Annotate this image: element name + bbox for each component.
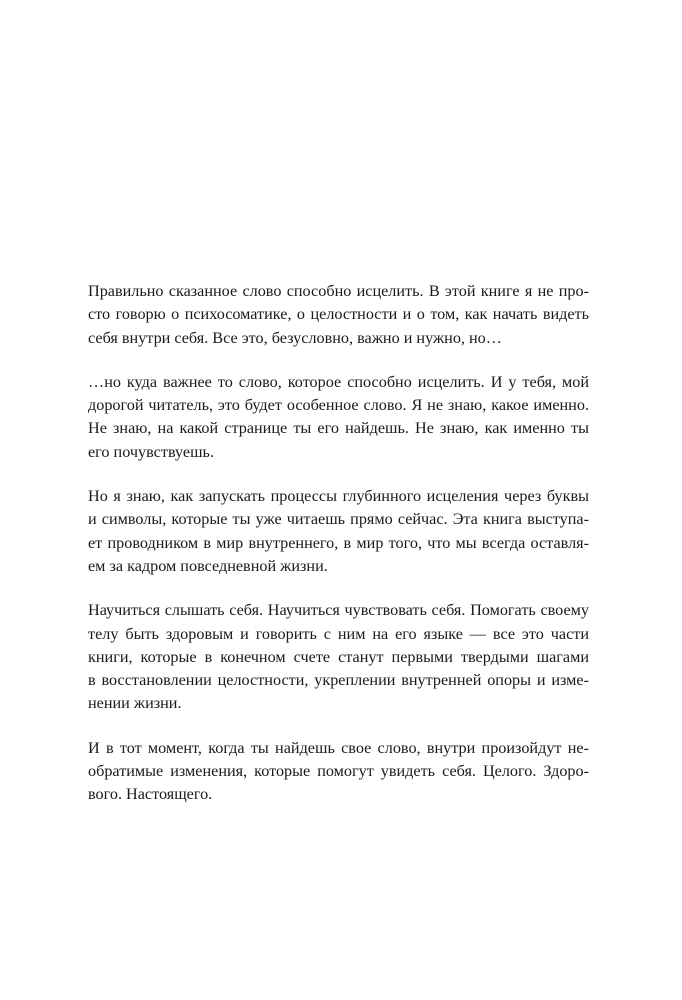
text-line: Не знаю, на какой странице ты его найдешь. Не знаю, как именно ты (88, 419, 589, 438)
text-line: ет проводником в мир внутреннего, в мир того, что мы всегда оставля- (88, 533, 589, 552)
text-line: телу быть здоровым и говорить с ним на его языке — все это части (88, 624, 589, 643)
paragraph-1 (88, 280, 589, 350)
text-line: сто говорю о психосоматике, о целостности и о том, как начать видеть (88, 305, 589, 324)
text-line: дорогой читатель, это будет особенное слово. Я не знаю, какое именно. (88, 396, 589, 415)
text-line: Научиться слышать себя. Научиться чувствовать себя. Помогать своему (88, 601, 589, 620)
text-line: И в тот момент, когда ты найдешь свое слово, внутри произойдут не- (88, 738, 589, 757)
paragraph-3 (88, 485, 589, 578)
text-line: ем за кадром повседневной жизни. (88, 556, 328, 575)
paragraph-2 (88, 371, 589, 464)
text-line: и символы, которые ты уже читаешь прямо сейчас. Эта книга выступа- (88, 510, 589, 529)
text-line: …но куда важнее то слово, которое способно исцелить. И у тебя, мой (88, 372, 589, 391)
paragraph-4 (88, 599, 589, 715)
text-line: обратимые изменения, которые помогут увидеть себя. Целого. Здоро- (88, 762, 589, 781)
paragraph-5 (88, 737, 589, 807)
text-line: себя внутри себя. Все это, безусловно, важно и нужно, но… (88, 328, 502, 347)
text-line: книги, которые в конечном счете станут первыми твердыми шагами (88, 647, 589, 666)
text-line: Но я знаю, как запускать процессы глубинного исцеления через буквы (88, 487, 589, 506)
text-line: вого. Настоящего. (88, 785, 213, 804)
text-line: нении жизни. (88, 694, 182, 713)
text-line: Правильно сказанное слово способно исцелить. В этой книге я не про- (88, 282, 589, 300)
text-line: в восстановлении целостности, укреплении внутренней опоры и изме- (88, 671, 589, 690)
text-line: его почувствуешь. (88, 442, 214, 461)
body-text (88, 280, 589, 828)
